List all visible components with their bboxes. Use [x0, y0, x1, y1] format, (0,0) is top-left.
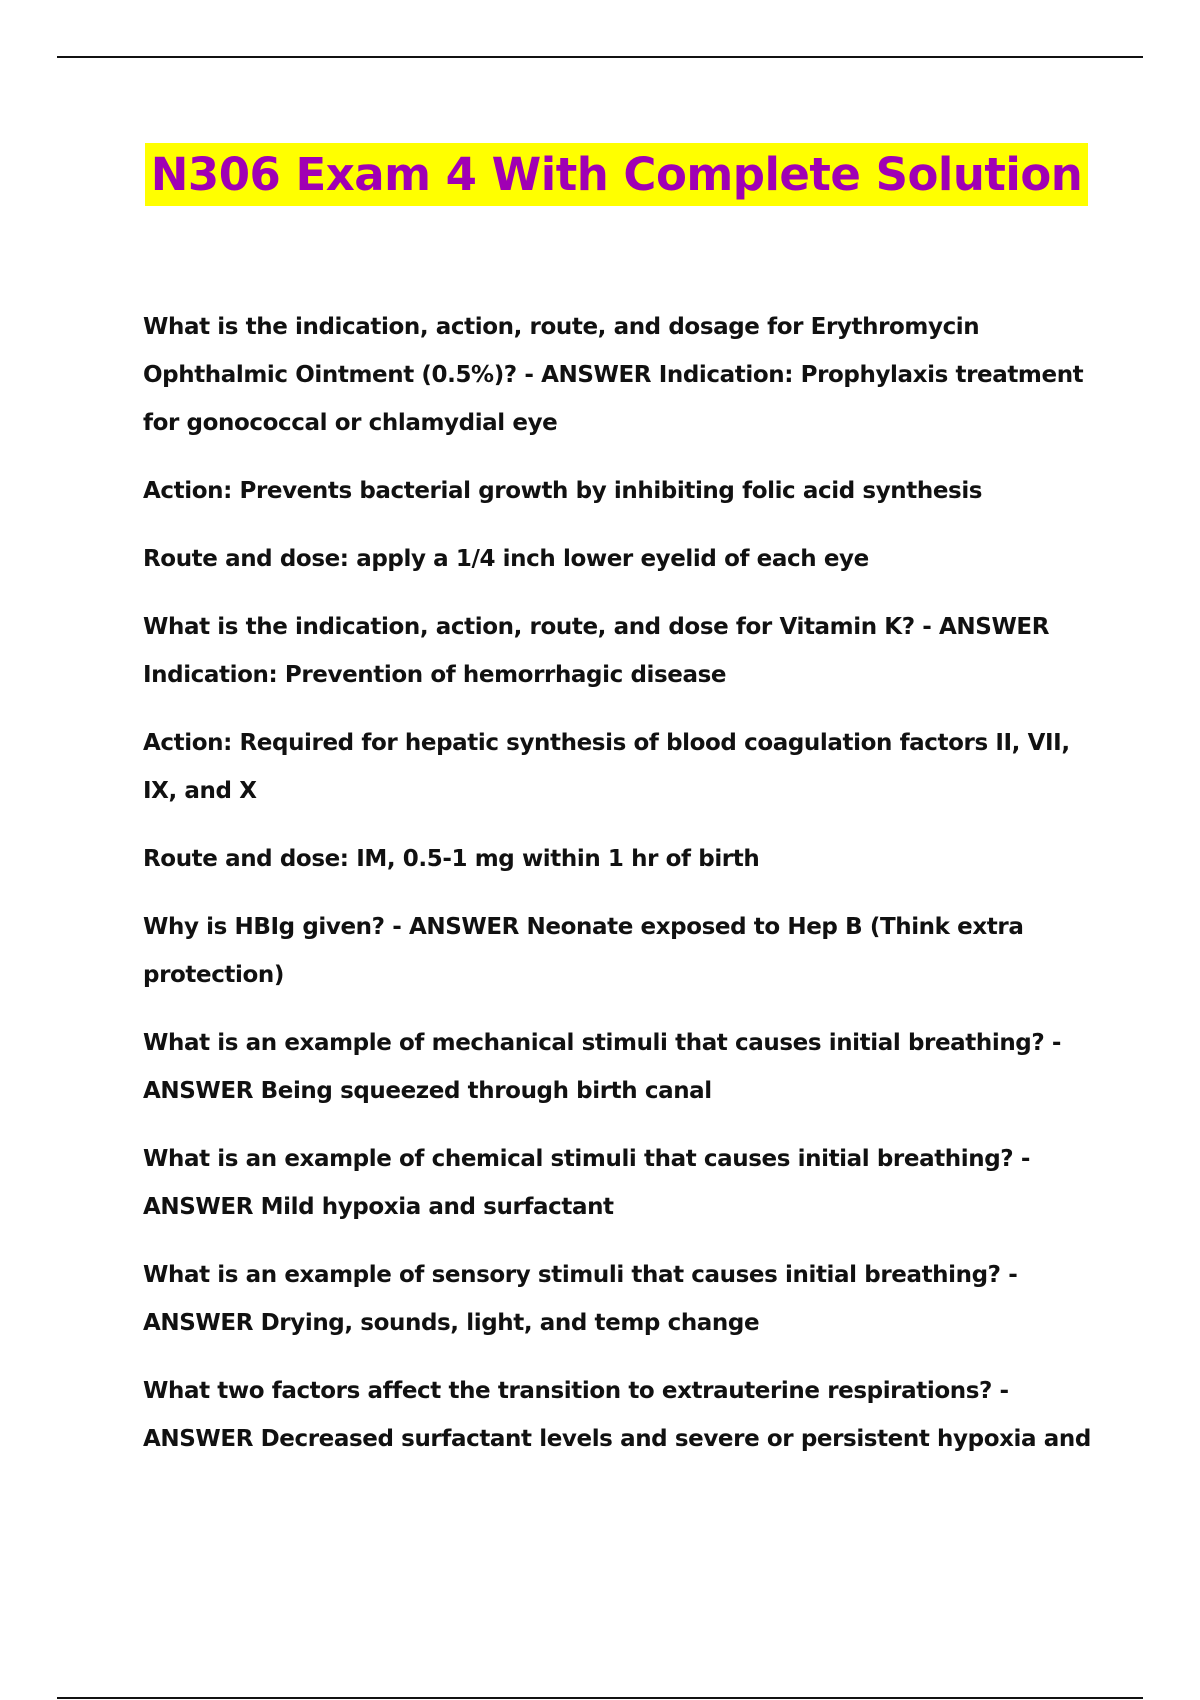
- paragraph-erythromycin-question: What is the indication, action, route, and dosage for Erythromycin Ophthalmic Ointment (0.5%)? - ANSWER Indication: Prophylaxis treatment for gonococcal or chlamydial eye: [143, 314, 1084, 436]
- paragraph-transition-factors: What two factors affect the transition to extrauterine respirations? - ANSWER Decreased surfactant levels and severe or persistent hypoxia and: [143, 1378, 1091, 1452]
- bottom-rule: [57, 1697, 1143, 1699]
- document-title: N306 Exam 4 With Complete Solution: [150, 148, 1083, 201]
- paragraph-hbig: Why is HBIg given? - ANSWER Neonate exposed to Hep B (Think extra protection): [143, 914, 1024, 988]
- paragraph-erythromycin-route: Route and dose: apply a 1/4 inch lower eyelid of each eye: [143, 546, 869, 572]
- paragraph-sensory-stimuli: What is an example of sensory stimuli that causes initial breathing? - ANSWER Drying, sounds, light, and temp change: [143, 1262, 1018, 1336]
- paragraph-erythromycin-action: Action: Prevents bacterial growth by inhibiting folic acid synthesis: [143, 478, 983, 504]
- paragraph-vitamin-k-route: Route and dose: IM, 0.5-1 mg within 1 hr of birth: [143, 846, 760, 872]
- paragraph-chemical-stimuli: What is an example of chemical stimuli that causes initial breathing? - ANSWER Mild hypoxia and surfactant: [143, 1146, 1030, 1220]
- top-rule: [57, 56, 1143, 58]
- title-highlight: [145, 143, 1088, 206]
- paragraph-vitamin-k-action: Action: Required for hepatic synthesis of blood coagulation factors II, VII, IX, and X: [143, 730, 1070, 804]
- paragraph-vitamin-k-question: What is the indication, action, route, and dose for Vitamin K? - ANSWER Indication: Prevention of hemorrhagic disease: [143, 614, 1050, 688]
- document-body: [143, 303, 1103, 1483]
- paragraph-mechanical-stimuli: What is an example of mechanical stimuli that causes initial breathing? - ANSWER Being squeezed through birth canal: [143, 1030, 1062, 1104]
